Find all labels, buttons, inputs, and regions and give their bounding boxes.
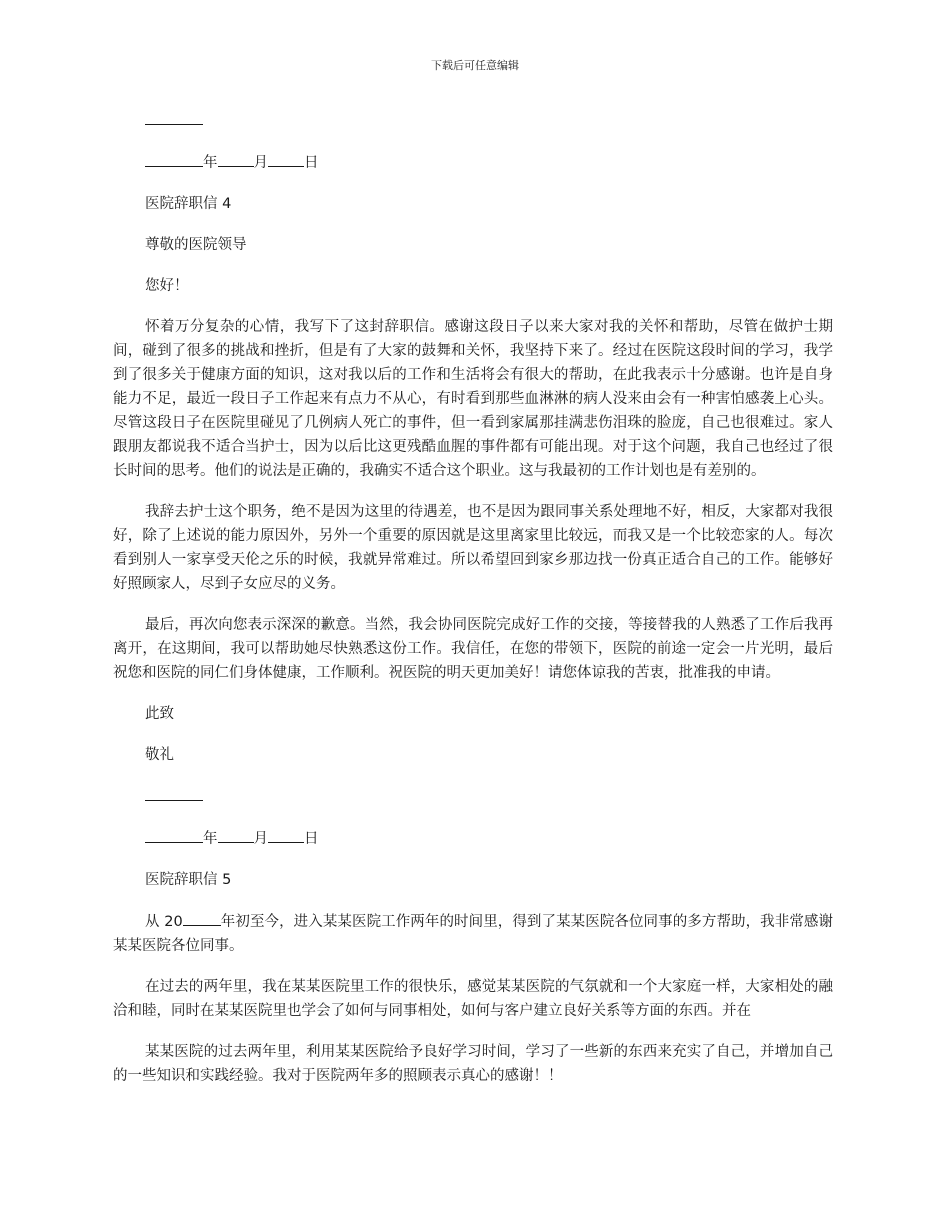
date-line xyxy=(145,150,833,175)
year-blank xyxy=(145,150,203,167)
letter4-greeting: 您好！ xyxy=(145,278,189,294)
signature-blank xyxy=(145,784,833,809)
letter5-p1-suffix: 年初至今，进入某某医院工作两年的时间里，得到了某某医院各位同事的多方帮助，我非常感谢某某医院各位同事。 xyxy=(113,914,833,954)
year-blank xyxy=(145,826,203,843)
month-label: 月 xyxy=(253,831,268,847)
letter4-paragraph: 最后，再次向您表示深深的歉意。当然，我会协同医院完成好工作的交接，等接替我的人熟悉了工作后我再离开，在这期间，我可以帮助她尽快熟悉这份工作。我信任，在您的带领下，医院的前途一定会一片光明，最后祝您和医院的同仁们身体健康，工作顺利。祝医院的明天更加美好！请您体谅我的苦衷，批准我的申请。 xyxy=(113,617,833,681)
letter5-p1-prefix: 从 20 xyxy=(145,914,183,930)
letter4-closing-jing-li: 敬礼 xyxy=(145,747,174,763)
letter5-paragraph xyxy=(113,909,833,958)
signature-line xyxy=(145,784,203,801)
letter4-closing-ci-zhi: 此致 xyxy=(145,706,174,722)
day-label: 日 xyxy=(304,831,319,847)
year-label: 年 xyxy=(203,155,218,171)
letter5-title: 医院辞职信 5 xyxy=(145,872,232,888)
day-label: 日 xyxy=(304,155,319,171)
letter5-paragraph: 某某医院的过去两年里，利用某某医院给予良好学习时间，学习了一些新的东西来充实了自己，并增加自己的一些知识和实践经验。我对于医院两年多的照顾表示真心的感谢！！ xyxy=(113,1044,833,1084)
month-blank xyxy=(218,150,254,167)
year-digits-blank xyxy=(183,909,221,926)
letter4-title: 医院辞职信 4 xyxy=(145,196,232,212)
letter4-paragraph: 怀着万分复杂的心情，我写下了这封辞职信。感谢这段日子以来大家对我的关怀和帮助，尽管在做护士期间，碰到了很多的挑战和挫折，但是有了大家的鼓舞和关怀，我坚持下来了。经过在医院这段时间的学习，我学到了很多关于健康方面的知识，这对我以后的工作和生活将会有很大的帮助，在此我表示十分感谢。也许是自身能力不足，最近一段日子工作起来有点力不从心，有时看到那些血淋淋的病人没来由会有一种害怕感袭上心头。尽管这段日子在医院里碰见了几例病人死亡的事件，但一看到家属那挂满悲伤泪珠的脸庞，自己也很难过。家人跟朋友都说我不适合当护士，因为以后比这更残酷血腥的事件都有可能出现。对于这个问题，我自己也经过了很长时间的思考。他们的说法是正确的，我确实不适合这个职业。这与我最初的工作计划也是有差别的。 xyxy=(113,319,833,479)
day-blank xyxy=(268,826,304,843)
month-label: 月 xyxy=(253,155,268,171)
signature-blank xyxy=(145,108,833,133)
year-label: 年 xyxy=(203,831,218,847)
month-blank xyxy=(218,826,254,843)
date-line xyxy=(145,826,833,851)
day-blank xyxy=(268,150,304,167)
signature-line xyxy=(145,108,203,125)
letter4-salutation: 尊敬的医院领导 xyxy=(145,237,247,253)
document-body xyxy=(113,108,833,1105)
header-note: 下载后可任意编辑 xyxy=(431,59,519,72)
letter4-paragraph: 我辞去护士这个职务，绝不是因为这里的待遇差，也不是因为跟同事关系处理地不好，相反，大家都对我很好，除了上述说的能力原因外，另外一个重要的原因就是这里离家里比较远，而我又是一个比较恋家的人。每次看到别人一家享受天伦之乐的时候，我就异常难过。所以希望回到家乡那边找一份真正适合自己的工作。能够好好照顾家人，尽到子女应尽的义务。 xyxy=(113,504,833,592)
letter5-paragraph: 在过去的两年里，我在某某医院里工作的很快乐，感觉某某医院的气氛就和一个大家庭一样，大家相处的融洽和睦，同时在某某医院里也学会了如何与同事相处，如何与客户建立良好关系等方面的东西。并在 xyxy=(113,979,833,1019)
